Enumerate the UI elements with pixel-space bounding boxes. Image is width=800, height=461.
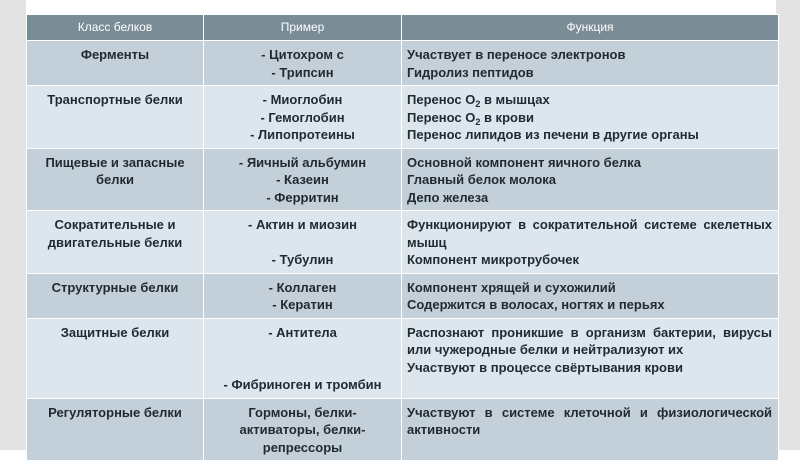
spacer [210, 341, 395, 359]
cell-class: Пищевые и запасные белки [27, 148, 204, 211]
example-item: - Миоглобин [262, 92, 343, 107]
function-item: Перенос $О_2$ в мышцах [407, 92, 550, 109]
example-item: - Кератин [272, 297, 333, 312]
example-item: - Ферритин [266, 189, 339, 205]
cell-class: Защитные белки [27, 318, 204, 398]
function-item: Основной компонент яичного белка [407, 154, 641, 170]
cell-example [204, 148, 402, 211]
cell-example: Гормоны, белки-активаторы, белки-репрессоры [204, 398, 402, 461]
function-item: Компонент хрящей и сухожилий [407, 279, 616, 295]
cell-example [204, 273, 402, 318]
cell-function [402, 318, 779, 398]
function-item: Участвует в переносе электронов [407, 47, 626, 62]
table-row-storage [27, 148, 779, 211]
cell-example [204, 211, 402, 274]
example-item: - Яичный альбумин [238, 154, 367, 170]
example-item: - Антитела [268, 324, 337, 340]
cell-class: Сократительные и двигательные белки [27, 211, 204, 274]
spacer [210, 234, 395, 252]
table-row-protective [27, 318, 779, 398]
function-item: Перенос липидов из печени в другие органы [407, 127, 699, 142]
function-item: Главный белок молока [407, 172, 556, 187]
cell-function [402, 211, 779, 274]
cell-function [402, 398, 779, 461]
function-item: Депо железа [407, 189, 489, 205]
table-row-regulatory [27, 398, 779, 461]
cell-class: Транспортные белки [27, 86, 204, 149]
function-item: Функционируют в сократительной системе скелетных мышц [407, 217, 772, 250]
cell-function [402, 41, 779, 86]
cell-example [204, 41, 402, 86]
example-item: - Цитохром с [261, 47, 344, 62]
example-item: - Гемоглобин [260, 109, 345, 125]
example-item: - Трипсин [271, 64, 334, 80]
left-border-strip [0, 0, 26, 450]
function-item: Участвуют в процессе свёртывания крови [407, 359, 683, 375]
function-item: Перенос $О_2$ в крови [407, 109, 534, 127]
right-border-strip [776, 0, 800, 450]
function-item: Участвуют в системе клеточной и физиологической активности [407, 404, 772, 437]
cell-class: Ферменты [27, 41, 204, 86]
cell-example [204, 318, 402, 398]
cell-class: Структурные белки [27, 273, 204, 318]
header-class: Класс белков [27, 15, 204, 41]
header-example: Пример [204, 15, 402, 41]
table-header-row [27, 15, 779, 41]
spacer [210, 359, 395, 377]
cell-function [402, 148, 779, 211]
example-item: - Тубулин [271, 252, 334, 267]
cell-function [402, 86, 779, 149]
cell-class: Регуляторные белки [27, 398, 204, 461]
cell-example [204, 86, 402, 149]
function-item: Распознают проникшие в организм бактерии, вирусы или чужеродные белки и нейтрализуют их [407, 324, 772, 357]
table-row-transport [27, 86, 779, 149]
cell-function [402, 273, 779, 318]
header-function: Функция [402, 15, 779, 41]
example-item: - Фибриноген и тромбин [223, 377, 382, 392]
example-item: - Липопротеины [250, 127, 355, 142]
example-item: - Коллаген [268, 279, 337, 295]
example-item: - Казеин [276, 172, 329, 187]
table-row-structural [27, 273, 779, 318]
table-row-enzymes [27, 41, 779, 86]
function-item: Гидролиз пептидов [407, 64, 534, 80]
table-row-contractile [27, 211, 779, 274]
protein-classes-table [26, 14, 779, 461]
example-item: - Актин и миозин [248, 217, 357, 232]
function-item: Компонент микротрубочек [407, 252, 579, 267]
function-item: Содержится в волосах, ногтях и перьях [407, 297, 665, 312]
